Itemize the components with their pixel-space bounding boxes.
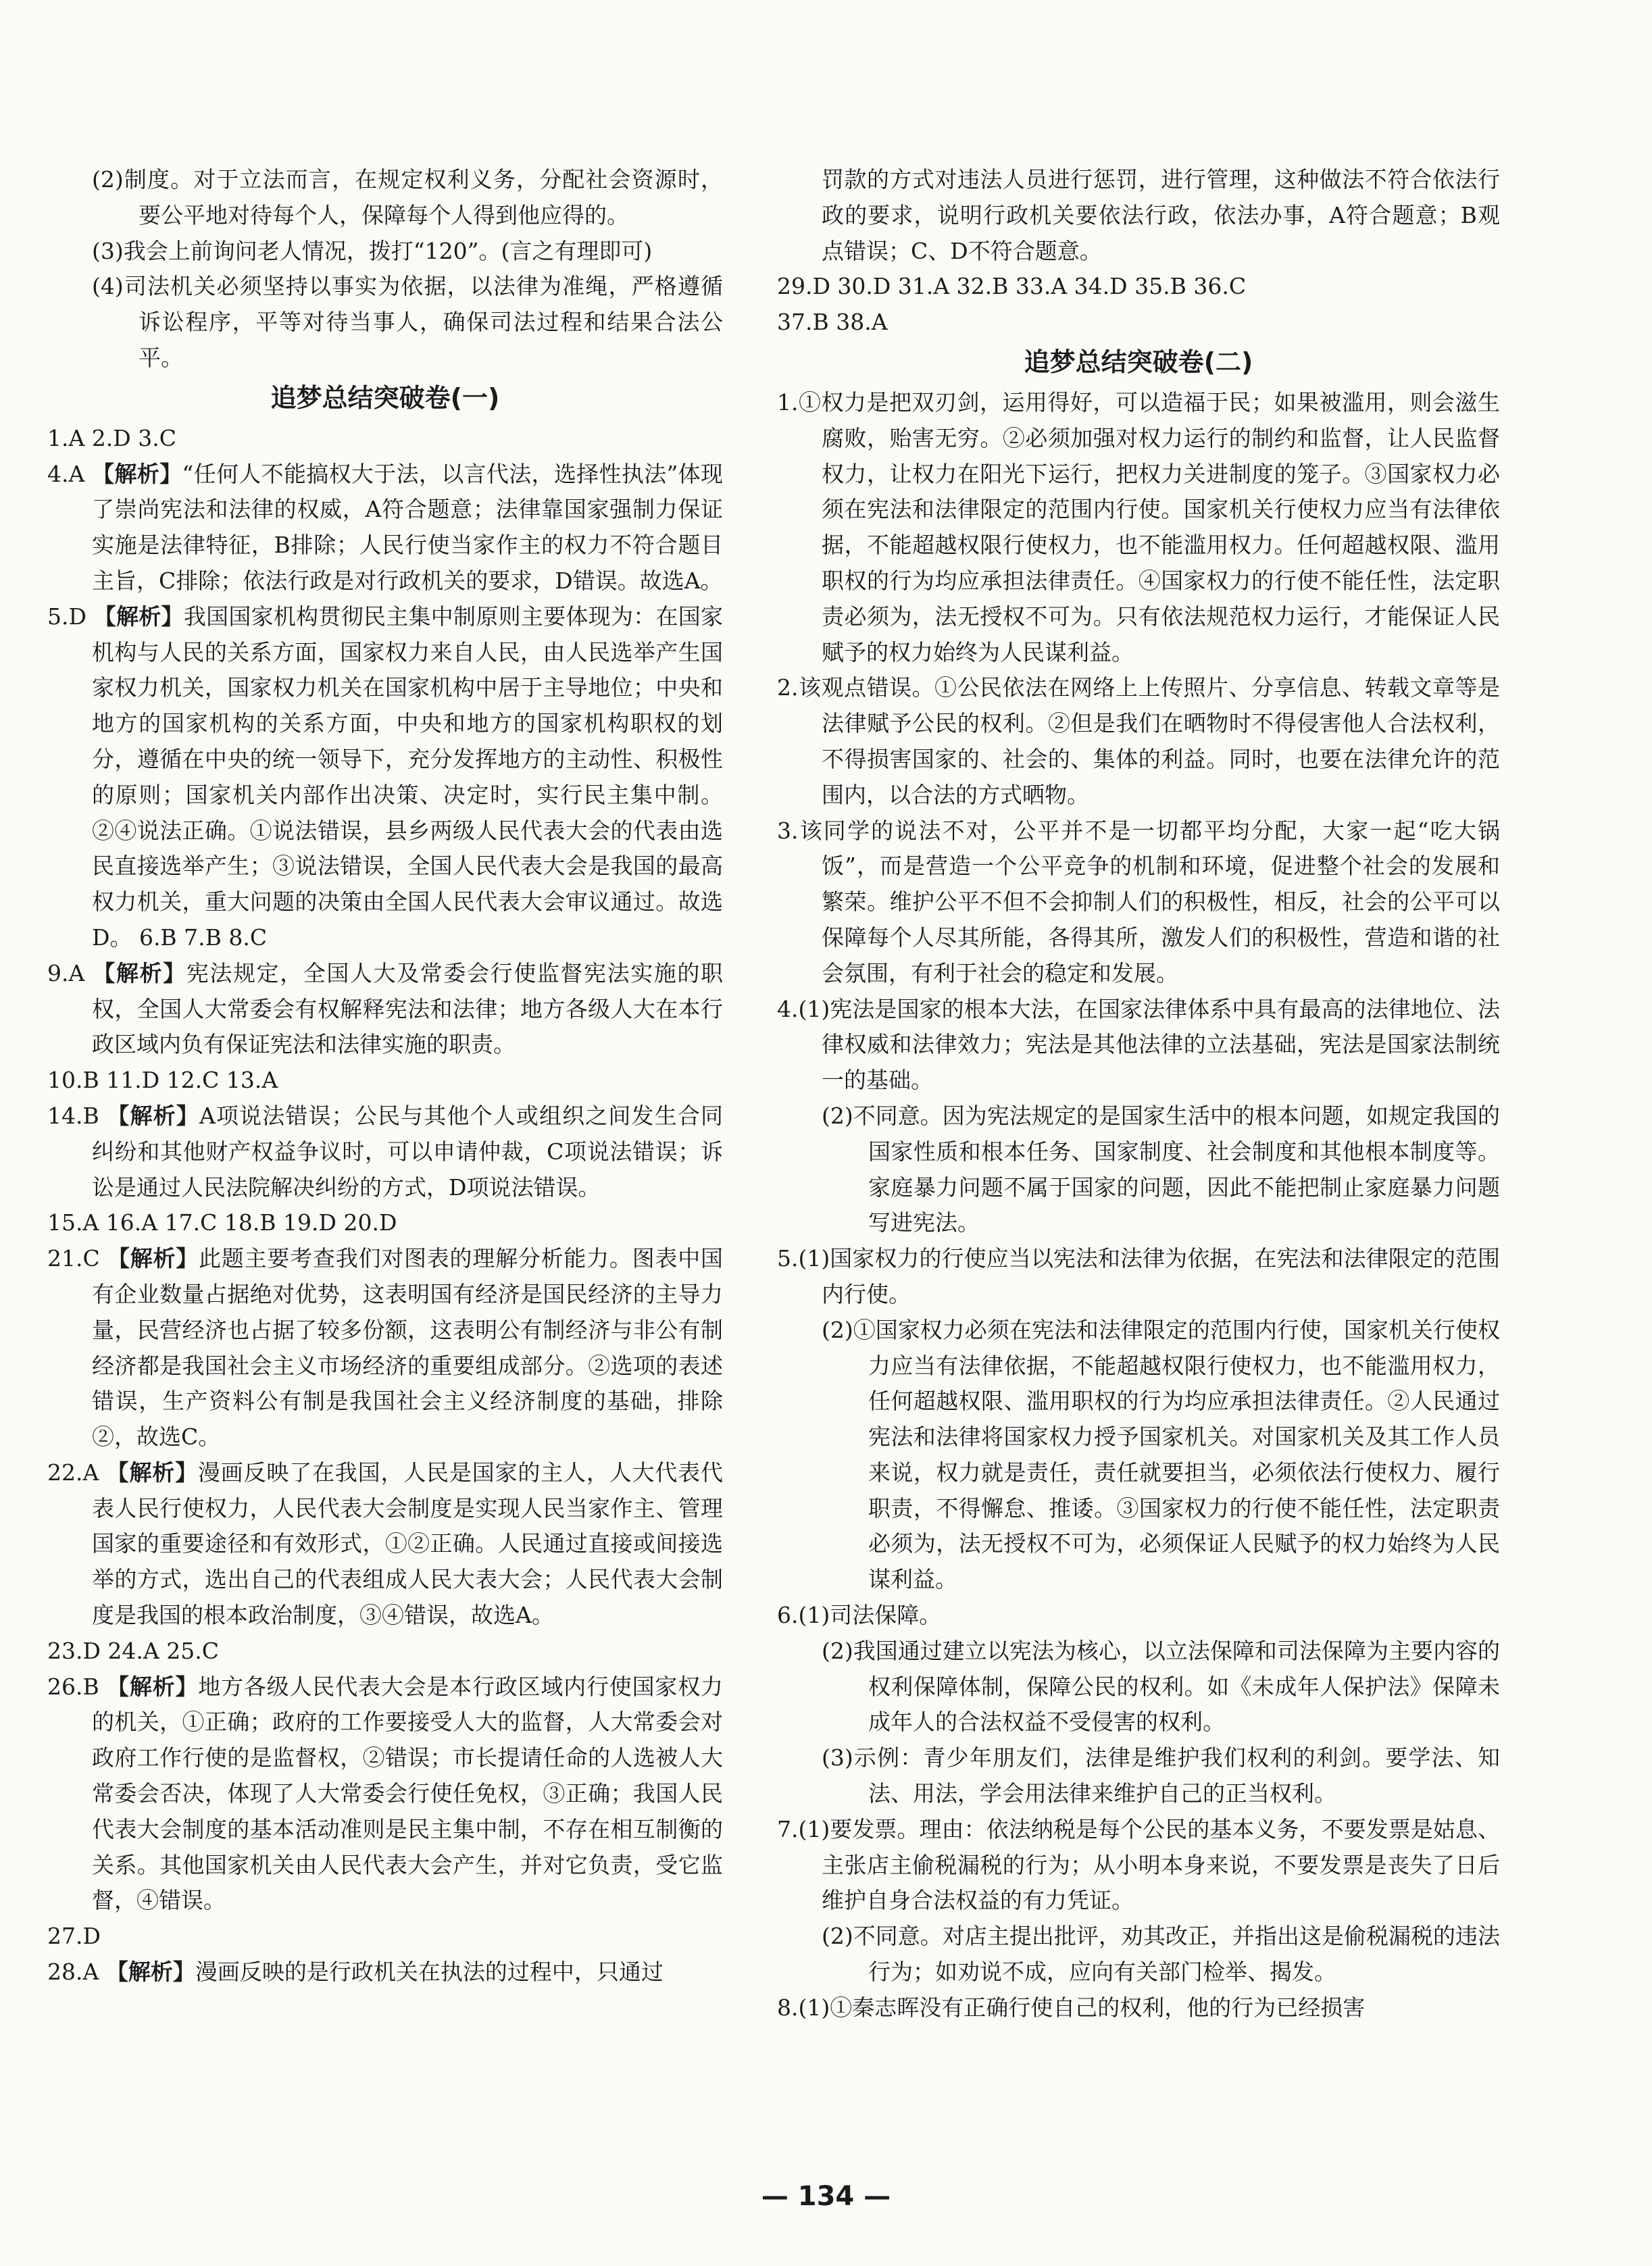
question-number: 14.B <box>47 1102 107 1129</box>
answer-paragraph: 15.A 16.A 17.C 18.B 19.D 20.D <box>47 1209 397 1236</box>
answer-text: 我国国家机构贯彻民主集中制原则主要体现为：在国家机构与人民的关系方面，国家权力来自人民，由人民选举产生国家权力机关，国家权力机关在国家机构中居于主导地位；中央和地方的国家机构的关系方面，中央和地方的国家机构职权的划分，遵循在中央的统一领导下，充分发挥地方的主动性、积极性的原则；国家机关内部作出决策、决定时，实行民主集中制。②④说法正确。①说法错误，县乡两级人民代表大会的代表由选民直接选举产生；③说法错误，全国人民代表大会是我国的最高权力机关，重大问题的决策由全国人民代表大会审议通过。故选D。 6.B 7.B 8.C <box>92 603 724 951</box>
answer-paragraph <box>47 1099 723 1205</box>
answer-paragraph: (3)我会上前询问老人情况，拨打“120”。(言之有理即可) <box>92 237 653 264</box>
analysis-tag: 【解析】 <box>105 1959 195 1986</box>
answer-paragraph: (2)制度。对于立法而言，在规定权利义务，分配社会资源时，要公平地对待每个人，保障每个人得到他应得的。 <box>92 166 723 228</box>
answer-paragraph <box>47 599 723 956</box>
answer-paragraph: 10.B 11.D 12.C 13.A <box>47 1067 278 1094</box>
right-column <box>777 162 1500 2026</box>
answer-text: 此题主要考查我们对图表的理解分析能力。图表中国有企业数量占据绝对优势，这表明国有经济是国民经济的主导力量，民营经济也占据了较多份额，这表明公有制经济与非公有制经济都是我国社会主义市场经济的重要组成部分。②选项的表述错误，生产资料公有制是我国社会主义经济制度的基础，排除②，故选C。 <box>92 1245 723 1451</box>
answer-paragraph <box>47 1955 723 1990</box>
analysis-tag: 【解析】 <box>107 1245 199 1272</box>
answer-paragraph: (3)示例：青少年朋友们，法律是维护我们权利的利剑。要学法、知法、用法，学会用法律来维护自己的正当权利。 <box>822 1744 1500 1807</box>
answer-text: 宪法规定，全国人大及常委会行使监督宪法实施的职权，全国人大常委会有权解释宪法和法律；地方各级人大在本行政区域内负有保证宪法和法律实施的职责。 <box>92 959 724 1058</box>
section-title: 追梦总结突破卷(一) <box>270 382 500 413</box>
answer-paragraph: 27.D <box>47 1923 101 1950</box>
answer-paragraph <box>47 457 723 599</box>
answer-paragraph: 23.D 24.A 25.C <box>47 1637 219 1664</box>
question-number: 22.A <box>47 1459 107 1486</box>
answer-text: A项说法错误；公民与其他个人或组织之间发生合同纠纷和其他财产权益争议时，可以申请仲裁，C项说法错误；诉讼是通过人民法院解决纠纷的方式，D项说法错误。 <box>92 1102 723 1201</box>
analysis-tag: 【解析】 <box>92 460 182 487</box>
analysis-tag: 【解析】 <box>107 1102 199 1129</box>
answer-text: “任何人不能搞权大于法，以言代法，选择性执法”体现了崇尚宪法和法律的权威，A符合题意；法律靠国家强制力保证实施是法律特征，B排除；人民行使当家作主的权力不符合题目主旨，C排除；依法行政是对行政机关的要求，D错误。故选A。 <box>92 460 724 594</box>
question-number: 9.A <box>47 959 93 986</box>
answer-paragraph: (2)我国通过建立以宪法为核心，以立法保障和司法保障为主要内容的权利保障体制，保障公民的权利。如《未成年人保护法》保障未成年人的合法权益不受侵害的权利。 <box>822 1637 1500 1736</box>
answer-paragraph: (2)①国家权力必须在宪法和法律限定的范围内行使，国家机关行使权力应当有法律依据，不能超越权限行使权力，也不能滥用权力，任何超越权限、滥用职权的行为均应承担法律责任。②人民通过宪法和法律将国家权力授予国家机关。对国家机关及其工作人员来说，权力就是责任，责任就要担当，必须依法行使权力、履行职责，不得懈怠、推诿。③国家权力的行使不能任性，法定职责必须为，法无授权不可为，必须保证人民赋予的权力始终为人民谋利益。 <box>822 1316 1500 1593</box>
analysis-tag: 【解析】 <box>93 959 186 986</box>
answer-paragraph: 3.该同学的说法不对，公平并不是一切都平均分配，大家一起“吃大锅饭”，而是营造一个公平竞争的机制和环境，促进整个社会的发展和繁荣。维护公平不但不会抑制人们的积极性，相反，社会的公平可以保障每个人尽其所能，各得其所，激发人们的积极性，营造和谐的社会氛围，有利于社会的稳定和发展。 <box>777 817 1500 986</box>
question-number: 26.B <box>47 1673 107 1700</box>
question-number: 4.A <box>47 460 93 487</box>
left-column <box>47 162 723 1990</box>
question-number: 28.A <box>47 1959 106 1986</box>
answer-paragraph <box>47 956 723 1063</box>
answer-text: 漫画反映的是行政机关在执法的过程中，只通过 <box>195 1959 664 1986</box>
question-number: 5.D <box>47 603 94 630</box>
answer-paragraph <box>47 1669 723 1919</box>
page-number: — 134 — <box>761 2181 891 2212</box>
answer-text: 地方各级人民代表大会是本行政区域内行使国家权力的机关，①正确；政府的工作要接受人大的监督，人大常委会对政府工作行使的是监督权，②错误；市长提请任命的人选被人大常委会否决，体现了人大常委会行使任免权，③正确；我国人民代表大会制度的基本活动准则是民主集中制，不存在相互制衡的关系。其他国家机关由人民代表大会产生，并对它负责，受它监督，④错误。 <box>92 1673 724 1914</box>
answer-paragraph: (2)不同意。对店主提出批评，劝其改正，并指出这是偷税漏税的违法行为；如劝说不成，应向有关部门检举、揭发。 <box>822 1923 1500 1986</box>
answer-paragraph: 6.(1)司法保障。 <box>777 1602 942 1629</box>
answer-paragraph: 1.A 2.D 3.C <box>47 424 176 451</box>
section-title: 追梦总结突破卷(二) <box>1024 347 1253 377</box>
answer-paragraph: 4.(1)宪法是国家的根本大法，在国家法律体系中具有最高的法律地位、法律权威和法律效力；宪法是其他法律的立法基础，宪法是国家法制统一的基础。 <box>777 995 1500 1094</box>
answer-paragraph: 2.该观点错误。①公民依法在网络上上传照片、分享信息、转载文章等是法律赋予公民的权利。②但是我们在晒物时不得侵害他人合法权利，不得损害国家的、社会的、集体的利益。同时，也要在法律允许的范围内，以合法的方式晒物。 <box>777 674 1500 808</box>
answer-paragraph: 7.(1)要发票。理由：依法纳税是每个公民的基本义务，不要发票是姑息、主张店主偷税漏税的行为；从小明本身来说，不要发票是丧失了日后维护自身合法权益的有力凭证。 <box>777 1815 1500 1914</box>
answer-paragraph: (2)不同意。因为宪法规定的是国家生活中的根本问题，如规定我国的国家性质和根本任务、国家制度、社会制度和其他根本制度等。家庭暴力问题不属于国家的问题，因此不能把制止家庭暴力问题写进宪法。 <box>822 1102 1500 1236</box>
analysis-tag: 【解析】 <box>107 1673 199 1700</box>
answer-paragraph: 29.D 30.D 31.A 32.B 33.A 34.D 35.B 36.C <box>777 273 1247 300</box>
answer-paragraph: (4)司法机关必须坚持以事实为依据，以法律为准绳，严格遵循诉讼程序，平等对待当事人，确保司法过程和结果合法公平。 <box>92 273 723 371</box>
answer-paragraph <box>47 1455 723 1634</box>
answer-paragraph <box>47 1241 723 1455</box>
answer-paragraph: 37.B 38.A <box>777 309 888 336</box>
answer-paragraph: 5.(1)国家权力的行使应当以宪法和法律为依据，在宪法和法律限定的范围内行使。 <box>777 1245 1500 1307</box>
answer-paragraph: 罚款的方式对违法人员进行惩罚，进行管理，这种做法不符合依法行政的要求，说明行政机关要依法行政，依法办事，A符合题意；B观点错误；C、D不符合题意。 <box>822 166 1500 264</box>
analysis-tag: 【解析】 <box>93 603 184 630</box>
analysis-tag: 【解析】 <box>106 1459 198 1486</box>
answer-text: 漫画反映了在我国，人民是国家的主人，人大代表代表人民行使权力，人民代表大会制度是实现人民当家作主、管理国家的重要途径和有效形式，①②正确。人民通过直接或间接选举的方式，选出自己的代表组成人民大表大会；人民代表大会制度是我国的根本政治制度，③④错误，故选A。 <box>92 1459 724 1629</box>
answer-paragraph: 8.(1)①秦志晖没有正确行使自己的权利，他的行为已经损害 <box>777 1994 1366 2021</box>
answer-paragraph: 1.①权力是把双刃剑，运用得好，可以造福于民；如果被滥用，则会滋生腐败，贻害无穷。②必须加强对权力运行的制约和监督，让人民监督权力，让权力在阳光下运行，把权力关进制度的笼子。③国家权力必须在宪法和法律限定的范围内行使。国家机关行使权力应当有法律依据，不能超越权限行使权力，也不能滥用权力。任何超越权限、滥用职权的行为均应承担法律责任。④国家权力的行使不能任性，法定职责必须为，法无授权不可为。只有依法规范权力运行，才能保证人民赋予的权力始终为人民谋利益。 <box>777 388 1500 665</box>
question-number: 21.C <box>47 1245 107 1272</box>
